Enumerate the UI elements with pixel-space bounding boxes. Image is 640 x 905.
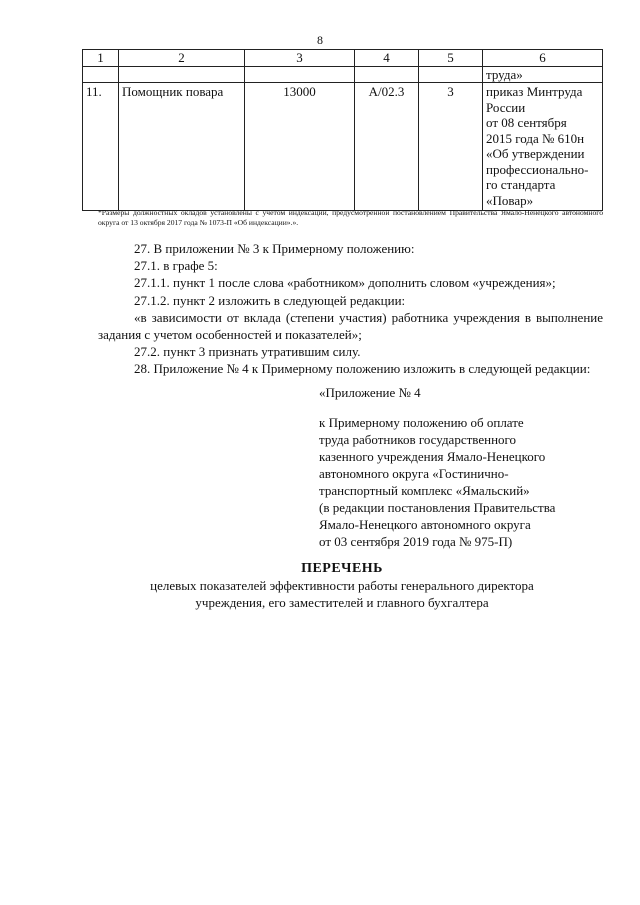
heading-subtitle: целевых показателей эффективности работы генерального директора — [150, 578, 534, 593]
table-cell-salary: 13000 — [245, 83, 355, 211]
appendix-line: от 03 сентября 2019 года № 975-П) — [319, 534, 513, 549]
table-cell-position: Помощник повара — [119, 83, 245, 211]
paragraph-27-1-2-text: «в зависимости от вклада (степени участия) работника учреждения в выполнение задания с учетом особенностей и показателей»; — [98, 309, 603, 343]
table-row — [83, 66, 603, 83]
table-cell-level: 3 — [419, 83, 483, 211]
source-line: «Повар» — [486, 192, 534, 208]
table-header-cell: 3 — [245, 50, 355, 67]
amendment-text — [98, 240, 603, 378]
table-header-cell: 6 — [483, 50, 603, 67]
page-number: 8 — [317, 33, 323, 47]
appendix-line: автономного округа «Гостинично- — [319, 466, 509, 481]
paragraph-27-1: 27.1. в графе 5: — [134, 258, 218, 274]
table-row — [83, 83, 603, 211]
appendix-line: Ямало-Ненецкого автономного округа — [319, 517, 531, 532]
appendix-line: к Примерному положению об оплате — [319, 415, 524, 430]
paragraph-27-1-1: 27.1.1. пункт 1 после слова «работником» дополнить словом «учреждения»; — [134, 275, 556, 291]
paragraph-28: 28. Приложение № 4 к Примерному положению изложить в следующей редакции: — [134, 361, 591, 377]
source-line: «Об утверждении — [486, 146, 585, 161]
table-header-cell: 4 — [355, 50, 419, 67]
table-cell-continuation: труда» — [483, 66, 603, 83]
source-line: го стандарта — [486, 177, 556, 192]
paragraph-27-1-2: 27.1.2. пункт 2 изложить в следующей редакции: — [134, 292, 406, 308]
table-cell-source — [483, 83, 603, 211]
table-header-cell: 5 — [419, 50, 483, 67]
table-header-cell: 2 — [119, 50, 245, 67]
source-line: приказ Минтруда — [486, 84, 583, 99]
heading-title: ПЕРЕЧЕНЬ — [301, 561, 383, 576]
paragraph-27: 27. В приложении № 3 к Примерному положению: — [134, 241, 415, 256]
source-line: России — [486, 99, 526, 115]
appendix-line: транспортный комплекс «Ямальский» — [319, 483, 530, 498]
source-line: профессионально- — [486, 161, 589, 177]
appendix-title: «Приложение № 4 — [319, 385, 421, 400]
table-header-row — [83, 50, 603, 67]
salary-table — [82, 49, 603, 211]
source-line: от 08 сентября — [486, 115, 567, 130]
appendix-line: казенного учреждения Ямало-Ненецкого — [319, 449, 546, 464]
appendix-line: труда работников государственного — [319, 432, 517, 447]
appendix-header — [319, 384, 609, 550]
table-cell-num: 11. — [83, 83, 119, 211]
appendix-line: (в редакции постановления Правительства — [319, 500, 556, 515]
paragraph-27-2: 27.2. пункт 3 признать утратившим силу. — [134, 344, 361, 360]
footnote: *Размеры должностных окладов установлены с учетом индексации, предусмотренной постановлением Правительства Ямало-Ненецкого автономного округа от 13 октября 2017 года № 1073-П «Об индексации».». — [98, 208, 603, 227]
table-header-cell: 1 — [83, 50, 119, 67]
heading-subtitle: учреждения, его заместителей и главного бухгалтера — [195, 595, 489, 610]
source-line: 2015 года № 610н — [486, 130, 585, 146]
table-cell-code: А/02.3 — [355, 83, 419, 211]
list-heading — [82, 560, 602, 611]
